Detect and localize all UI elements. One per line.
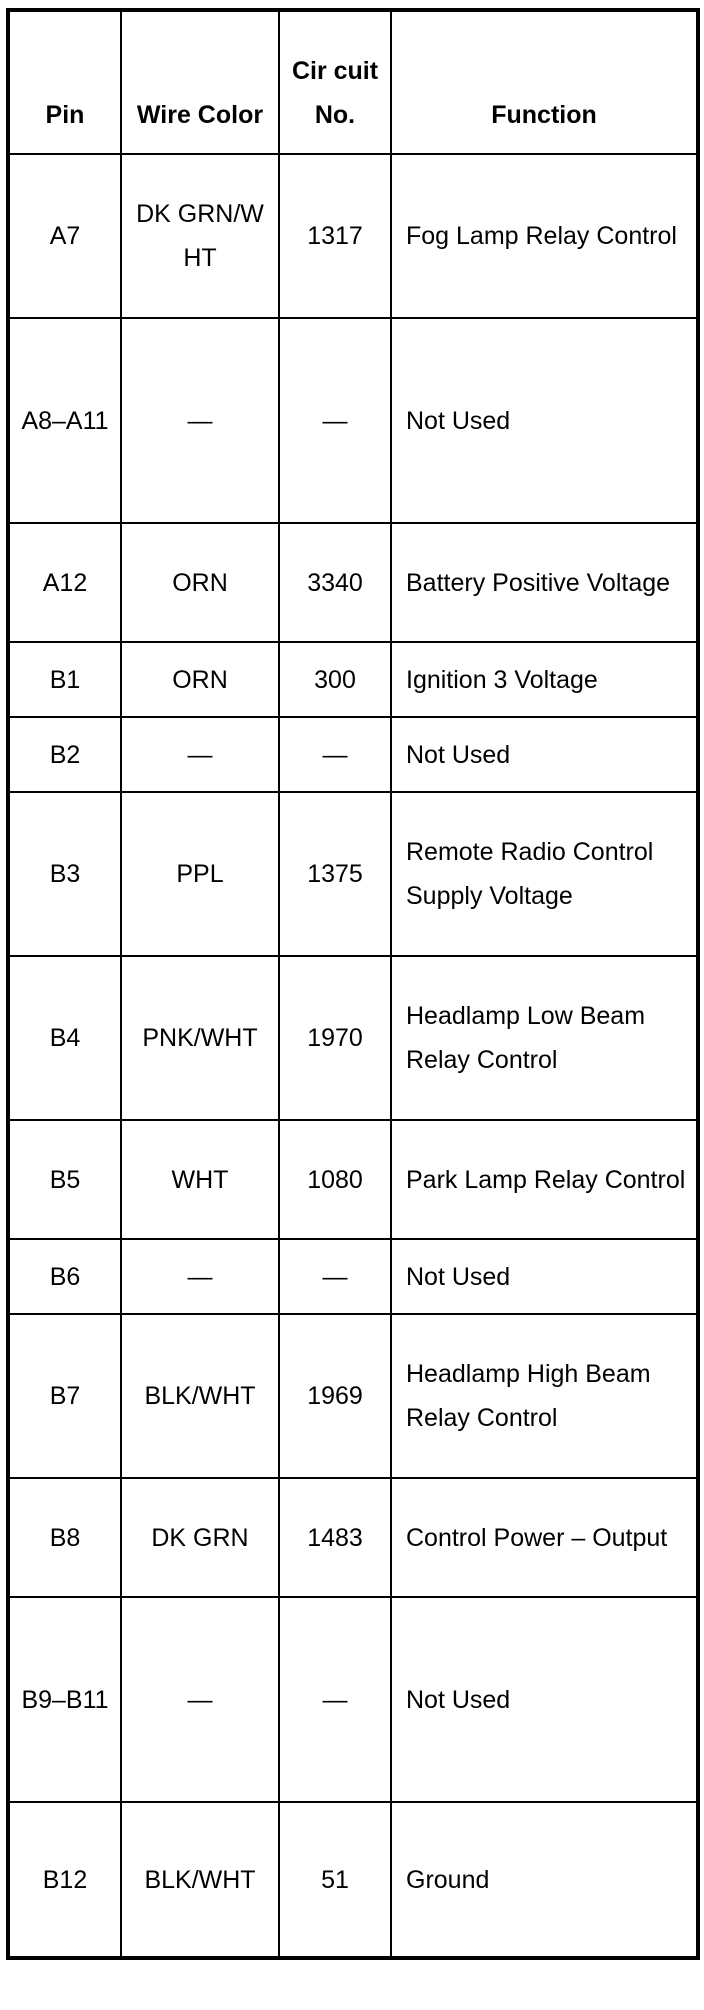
- function-cell: Fog Lamp Relay Control: [391, 154, 697, 318]
- table-row: [9, 1120, 697, 1239]
- circuit-cell: 51: [279, 1802, 391, 1957]
- circuit-cell: 1317: [279, 154, 391, 318]
- pin-cell: B3: [9, 792, 121, 956]
- table-row: [9, 792, 697, 956]
- function-cell: Control Power – Output: [391, 1478, 697, 1597]
- function-cell: Not Used: [391, 717, 697, 792]
- pin-cell: B7: [9, 1314, 121, 1478]
- circuit-cell: 300: [279, 642, 391, 717]
- function-cell: Not Used: [391, 318, 697, 523]
- function-cell: Not Used: [391, 1597, 697, 1802]
- table-row: [9, 318, 697, 523]
- circuit-cell: 1969: [279, 1314, 391, 1478]
- table-row: [9, 956, 697, 1120]
- circuit-cell: —: [279, 717, 391, 792]
- circuit-cell: 1970: [279, 956, 391, 1120]
- wire-color-cell: —: [121, 318, 279, 523]
- function-cell: Park Lamp Relay Control: [391, 1120, 697, 1239]
- pin-cell: A7: [9, 154, 121, 318]
- wire-color-cell: PPL: [121, 792, 279, 956]
- table-row: [9, 717, 697, 792]
- circuit-cell: 1080: [279, 1120, 391, 1239]
- table-row: [9, 523, 697, 642]
- table-row: [9, 642, 697, 717]
- wire-color-cell: DK GRN/WHT: [121, 154, 279, 318]
- circuit-cell: 1375: [279, 792, 391, 956]
- table-row: [9, 1478, 697, 1597]
- wire-color-cell: —: [121, 1597, 279, 1802]
- wire-color-cell: DK GRN: [121, 1478, 279, 1597]
- header-wire-color: Wire Color: [121, 11, 279, 154]
- function-cell: Not Used: [391, 1239, 697, 1314]
- pin-cell: B2: [9, 717, 121, 792]
- pinout-table: [8, 10, 698, 1958]
- pin-cell: A8–A11: [9, 318, 121, 523]
- pin-cell: B5: [9, 1120, 121, 1239]
- pin-cell: B4: [9, 956, 121, 1120]
- function-cell: Ground: [391, 1802, 697, 1957]
- function-cell: Ignition 3 Voltage: [391, 642, 697, 717]
- pin-cell: B6: [9, 1239, 121, 1314]
- pin-cell: A12: [9, 523, 121, 642]
- function-cell: Headlamp High Beam Relay Control: [391, 1314, 697, 1478]
- circuit-cell: 3340: [279, 523, 391, 642]
- table-row: [9, 1314, 697, 1478]
- pin-cell: B12: [9, 1802, 121, 1957]
- table-row: [9, 1239, 697, 1314]
- pin-cell: B8: [9, 1478, 121, 1597]
- header-function: Function: [391, 11, 697, 154]
- header-row: [9, 11, 697, 154]
- wire-color-cell: ORN: [121, 523, 279, 642]
- wire-color-cell: WHT: [121, 1120, 279, 1239]
- circuit-cell: 1483: [279, 1478, 391, 1597]
- header-pin: Pin: [9, 11, 121, 154]
- wire-color-cell: ORN: [121, 642, 279, 717]
- wire-color-cell: BLK/WHT: [121, 1802, 279, 1957]
- function-cell: Headlamp Low Beam Relay Control: [391, 956, 697, 1120]
- function-cell: Remote Radio Control Supply Voltage: [391, 792, 697, 956]
- table-row: [9, 1802, 697, 1957]
- wire-color-cell: —: [121, 1239, 279, 1314]
- pin-cell: B1: [9, 642, 121, 717]
- circuit-cell: —: [279, 318, 391, 523]
- header-circuit-no: Cir cuit No.: [279, 11, 391, 154]
- table-row: [9, 154, 697, 318]
- circuit-cell: —: [279, 1239, 391, 1314]
- wire-color-cell: —: [121, 717, 279, 792]
- pin-cell: B9–B11: [9, 1597, 121, 1802]
- function-cell: Battery Positive Voltage: [391, 523, 697, 642]
- circuit-cell: —: [279, 1597, 391, 1802]
- table-row: [9, 1597, 697, 1802]
- wire-color-cell: PNK/WHT: [121, 956, 279, 1120]
- wire-color-cell: BLK/WHT: [121, 1314, 279, 1478]
